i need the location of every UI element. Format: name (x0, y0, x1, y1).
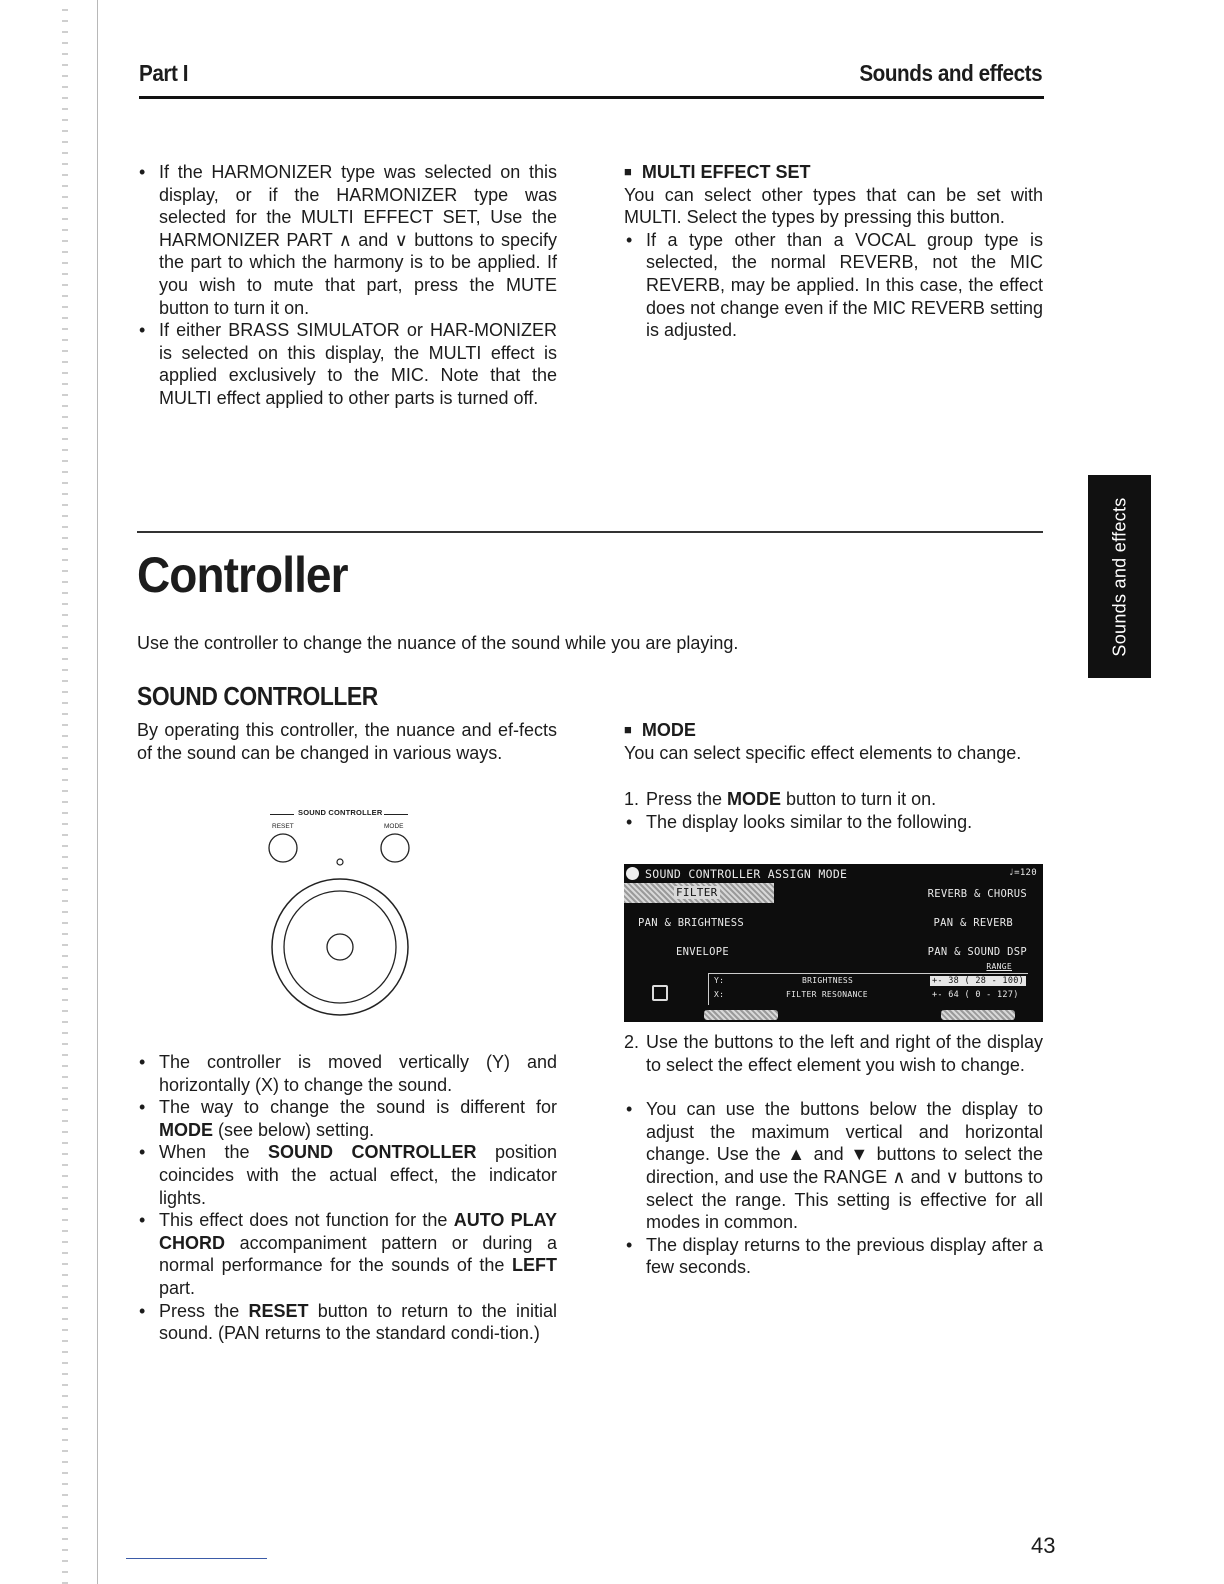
top-left-column (137, 161, 557, 410)
sound-controller-intro-block (137, 719, 557, 764)
sound-controller-intro: By operating this controller, the nuance and ef-fects of the sound can be changed in various ways. (137, 720, 557, 763)
lcd-divider (708, 973, 709, 1005)
lcd-item-filter[interactable]: FILTER (676, 886, 718, 899)
lcd-item-envelope[interactable]: ENVELOPE (676, 946, 729, 958)
header-rule (139, 96, 1044, 99)
mode-step-1: 1. Press the MODE button to turn it on. (624, 789, 937, 810)
binding-margin-dots (62, 0, 68, 1584)
mode-return-bullet: • The display returns to the previous display after a few seconds. (624, 1234, 1043, 1279)
lcd-item-pan-brightness[interactable]: PAN & BRIGHTNESS (638, 917, 744, 929)
section-intro: Use the controller to change the nuance of the sound while you are playing. (137, 633, 739, 653)
chapter-title: Sounds and effects (859, 60, 1042, 86)
section-rule (137, 531, 1043, 533)
mode-range-bullet: • You can use the buttons below the display to adjust the maximum vertical and horizontal change. Use the ▲ and ▼ buttons to select the direction, and use the RANGE ∧ and ∨ buttons to select the range. This setting is effective for all modes in common. (624, 1098, 1043, 1234)
brass-simulator-bullet: • If either BRASS SIMULATOR or HAR-MONIZER is selected on this display, the MULTI effect is applied exclusively to the MIC. Note that the MULTI effect applied to other parts is turned off. (137, 319, 557, 409)
mode-text: You can select specific effect elements to change. (624, 742, 1022, 763)
mode-label: MODE (384, 823, 404, 830)
lcd-mode-icon (626, 867, 639, 880)
sound-controller-bullets (137, 1051, 557, 1345)
lcd-item-reverb-chorus[interactable]: REVERB & CHORUS (927, 888, 1027, 900)
sc-bullet-1: • The controller is moved vertically (Y) and horizontally (X) to change the sound. (137, 1051, 557, 1096)
lcd-y-param: BRIGHTNESS (802, 976, 854, 985)
multi-effect-set-text: You can select other types that can be set with MULTI. Select the types by pressing this button. (624, 184, 1043, 228)
lcd-tempo: ♩=120 (1008, 868, 1037, 878)
reset-button-icon (269, 834, 297, 862)
controller-drawing (262, 806, 418, 1026)
mode-step-2: 2. Use the buttons to the left and right of the display to select the effect element you wish to change. (624, 1032, 1043, 1075)
lcd-controller-icon (652, 985, 668, 1001)
harmonizer-bullet: • If the HARMONIZER type was selected on this display, or if the HARMONIZER type was selected for the MULTI EFFECT SET, Use the HARMONIZER PART ∧ and ∨ buttons to specify the part to which the harmony is to be applied. If you wish to mute that part, press the MUTE button to turn it on. (137, 161, 557, 319)
multi-effect-set-block (624, 161, 1043, 342)
lcd-bottom-button-right[interactable] (941, 1010, 1015, 1020)
sc-bullet-4: • This effect does not function for the AUTO PLAY CHORD accompaniment pattern or during a normal performance for the sounds of the LEFT part. (137, 1209, 557, 1299)
page-number: 43 (1031, 1533, 1056, 1558)
lcd-bottom-button-left[interactable] (704, 1010, 778, 1020)
lcd-x-param: FILTER RESONANCE (786, 990, 868, 999)
multi-effect-set-bullet: • If a type other than a VOCAL group type is selected, the normal REVERB, not the MIC REVERB, may be applied. In this case, the effect does not change even if the MIC REVERB setting is adjusted. (624, 229, 1043, 342)
lcd-item-pan-reverb[interactable]: PAN & REVERB (933, 917, 1013, 929)
footer-line (126, 1558, 267, 1559)
lcd-display (624, 864, 1043, 1022)
multi-effect-set-heading: ■ MULTI EFFECT SET (624, 161, 1043, 184)
controller-pad-inner-icon (284, 891, 396, 1003)
lcd-divider-top (708, 973, 1028, 974)
controller-pad-outer-icon (272, 879, 408, 1015)
lcd-title: SOUND CONTROLLER ASSIGN MODE (645, 867, 848, 881)
figure-title: SOUND CONTROLLER (298, 808, 383, 817)
mode-heading: ■ MODE (624, 719, 1043, 742)
lcd-x-label: X: (714, 990, 725, 999)
lcd-item-pan-sound-dsp[interactable]: PAN & SOUND DSP (927, 946, 1027, 958)
binding-line (97, 0, 98, 1584)
mode-indicator-icon (337, 859, 343, 865)
section-title: Controller (137, 547, 348, 603)
sc-bullet-3: • When the SOUND CONTROLLER position coincides with the actual effect, the indicator lights. (137, 1141, 557, 1209)
sound-controller-figure (262, 806, 418, 1026)
mode-step-1-bullet: • The display looks similar to the following. (624, 811, 1043, 834)
controller-center-icon (327, 934, 353, 960)
lcd-y-label: Y: (714, 976, 725, 985)
sc-bullet-2: • The way to change the sound is different for MODE (see below) setting. (137, 1096, 557, 1141)
lcd-x-range: +- 64 ( 0 - 127) (932, 990, 1019, 1000)
mode-button-icon (381, 834, 409, 862)
sc-bullet-5: • Press the RESET button to return to the initial sound. (PAN returns to the standard condi-tion.) (137, 1300, 557, 1345)
reset-label: RESET (272, 823, 294, 830)
chapter-side-tab-label: Sounds and effects (1109, 496, 1129, 657)
mode-step-2-block (624, 1031, 1043, 1279)
lcd-range-label: RANGE (986, 962, 1012, 971)
mode-block (624, 719, 1043, 833)
chapter-side-tab (1088, 475, 1151, 678)
lcd-y-range: +- 38 ( 28 - 100) (932, 976, 1025, 986)
part-label: Part I (139, 60, 189, 86)
sound-controller-heading: SOUND CONTROLLER (137, 681, 378, 711)
